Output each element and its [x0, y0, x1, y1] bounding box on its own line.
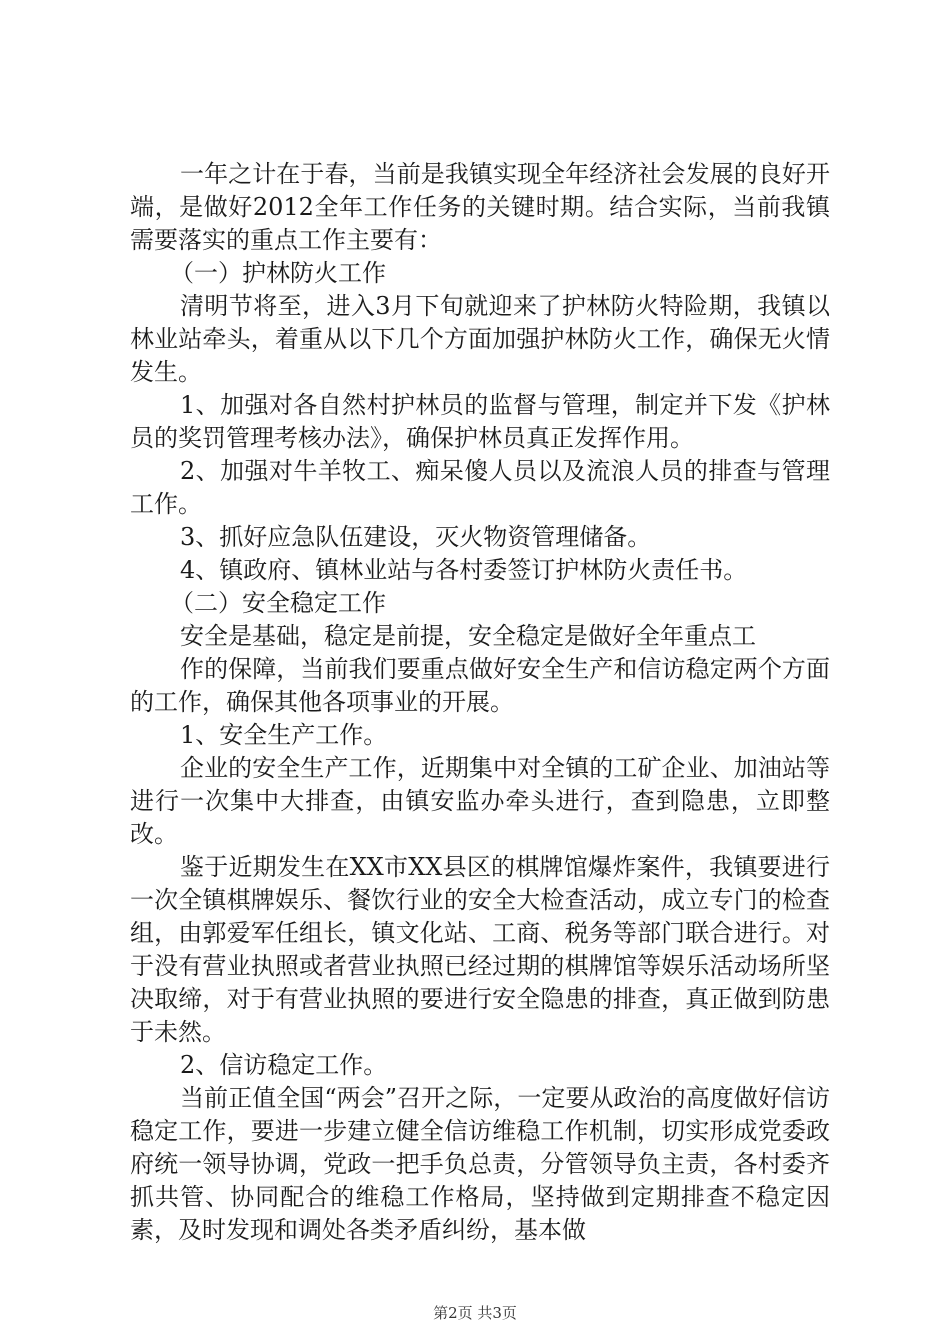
- fire-prevention-paragraph: 清明节将至，进入3月下旬就迎来了护林防火特险期，我镇以林业站牵头，着重从以下几个方面加强护林防火工作，确保无火情发生。: [130, 292, 830, 386]
- document-body: [130, 158, 830, 1247]
- safety-paragraph-line: 安全是基础，稳定是前提，安全稳定是做好全年重点工: [180, 622, 756, 650]
- section-heading-fire-prevention: （一）护林防火工作: [170, 259, 386, 287]
- subheading-production-safety: 1、安全生产工作。: [180, 721, 388, 749]
- section-heading-safety-stability: （二）安全稳定工作: [170, 589, 386, 617]
- list-item: 3、抓好应急队伍建设，灭火物资管理储备。: [180, 523, 652, 551]
- intro-paragraph: 一年之计在于春，当前是我镇实现全年经济社会发展的良好开端，是做好2012全年工作任务的关键时期。结合实际，当前我镇需要落实的重点工作主要有：: [130, 160, 830, 254]
- petition-paragraph: 当前正值全国“两会”召开之际，一定要从政治的高度做好信访稳定工作，要进一步建立健全信访维稳工作机制，切实形成党委政府统一领导协调，党政一把手负总责，分管领导负主责，各村委齐抓共管、协同配合的维稳工作格局，坚持做到定期排查不稳定因素，及时发现和调处各类矛盾纠纷，基本做: [130, 1084, 830, 1244]
- list-item: 4、镇政府、镇林业站与各村委签订护林防火责任书。: [180, 556, 748, 584]
- page-number-footer: 第2页 共3页: [433, 1304, 517, 1322]
- list-item: 2、加强对牛羊牧工、痴呆傻人员以及流浪人员的排查与管理工作。: [130, 457, 830, 518]
- subheading-petition-stability: 2、信访稳定工作。: [180, 1051, 388, 1079]
- production-safety-paragraph: 企业的安全生产工作，近期集中对全镇的工矿企业、加油站等进行一次集中大排查，由镇安监办牵头进行，查到隐患，立即整改。: [130, 754, 830, 848]
- inspection-paragraph: 鉴于近期发生在XX市XX县区的棋牌馆爆炸案件，我镇要进行一次全镇棋牌娱乐、餐饮行业的安全大检查活动，成立专门的检查组，由郭爱军任组长，镇文化站、工商、税务等部门联合进行。对于没有营业执照或者营业执照已经过期的棋牌馆等娱乐活动场所坚决取缔，对于有营业执照的要进行安全隐患的排查，真正做到防患于未然。: [130, 853, 830, 1046]
- list-item: 1、加强对各自然村护林员的监督与管理，制定并下发《护林员的奖罚管理考核办法》，确保护林员真正发挥作用。: [130, 391, 830, 452]
- safety-paragraph: 作的保障，当前我们要重点做好安全生产和信访稳定两个方面的工作，确保其他各项事业的开展。: [130, 655, 830, 716]
